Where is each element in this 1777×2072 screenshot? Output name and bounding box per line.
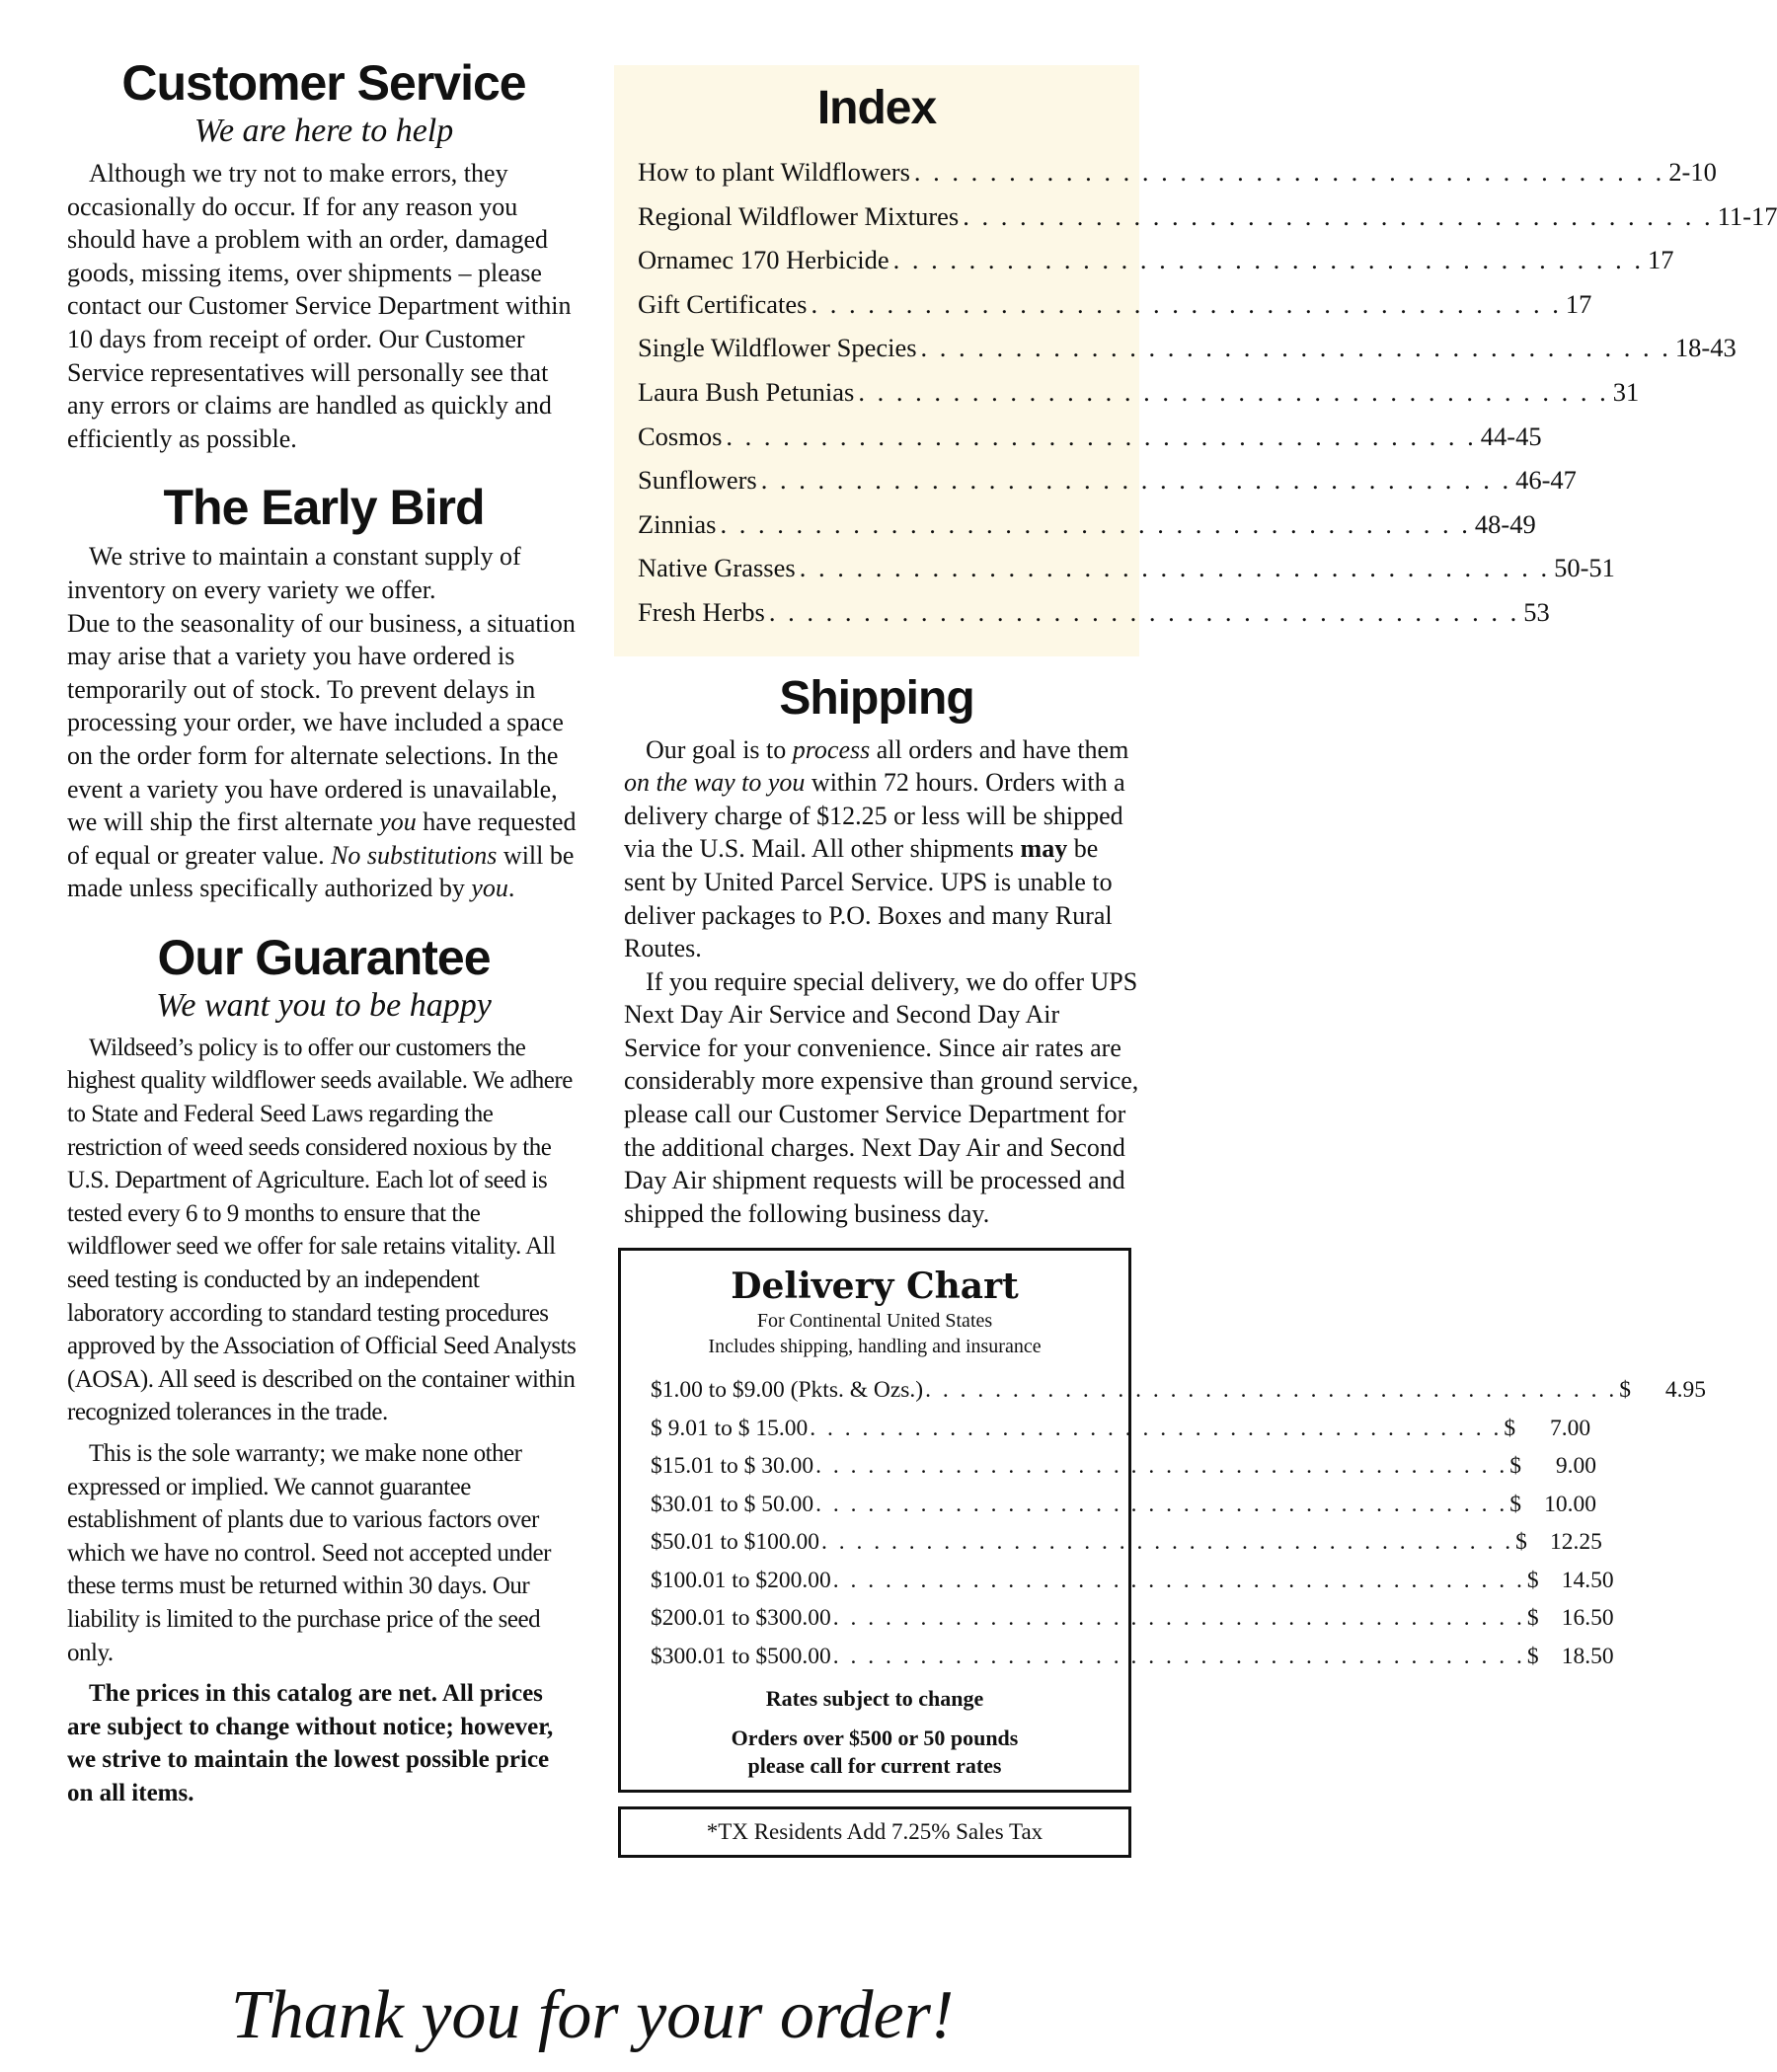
- index-box: [614, 65, 1777, 656]
- leader-dots: . . . . . . . . . . . . . . . . . . . . . . . . . . . . . . . . . . . . . . . .: [760, 465, 1512, 496]
- rate-range: $1.00 to $9.00 (Pkts. & Ozs.): [651, 1377, 924, 1404]
- index-entry: [638, 370, 1640, 415]
- customer-service-heading: Customer Service: [121, 55, 526, 111]
- customer-service-subtitle: We are here to help: [193, 113, 454, 149]
- leader-dots: . . . . . . . . . . . . . . . . . . . . . . . . . . . . . . . . . . . . . . . .: [821, 1529, 1514, 1556]
- index-entry-pages: 48-49: [1474, 508, 1536, 539]
- index-entry: [638, 150, 1717, 194]
- rates-note: Rates subject to change: [765, 1686, 984, 1712]
- index-entry-pages: 50-51: [1554, 553, 1615, 583]
- index-entry-pages: 18-43: [1674, 333, 1737, 363]
- index-entry: [638, 458, 1577, 502]
- early-bird-body: Due to the seasonality of our business, a situation may arise that a variety you have ordered is temporarily out of stock. To prevent delays in processing your order, we have included a space on the order form for alternate selections. In the event a variety you have ordered is unavailable, we will ship the first alternate you have requested of equal or greater value. No substitutions will be made unless specifically authorized by you.: [67, 608, 577, 903]
- rate-range: $15.01 to $ 30.00: [651, 1453, 814, 1480]
- rate-range: $30.01 to $ 50.00: [651, 1491, 814, 1517]
- leader-dots: . . . . . . . . . . . . . . . . . . . . . . . . . . . . . . . . . . . . . . . .: [811, 288, 1562, 319]
- currency-sign: $: [1526, 1643, 1539, 1669]
- rate-range: $200.01 to $300.00: [651, 1605, 831, 1632]
- leader-dots: . . . . . . . . . . . . . . . . . . . . . . . . . . . . . . . . . . . . . . . .: [815, 1453, 1508, 1480]
- rate-row: [651, 1410, 1591, 1448]
- rate-range: $ 9.01 to $ 15.00: [651, 1415, 809, 1441]
- guarantee-policy: Wildseed’s policy is to offer our customers the highest quality wildflower seeds available. We adhere to State and Federal Seed Laws regarding the restriction of weed seeds considered noxious by the U.S. Department of Agriculture. Each lot of seed is tested every 6 to 9 months to ensure that the wildflower seed we offer for sale retains vitality. All seed testing is conducted by an independent laboratory according to standard testing procedures approved by the Association of Official Seed Analysts (AOSA). All seed is described on the container within recognized tolerances in the trade.: [67, 1034, 577, 1426]
- currency-sign: $: [1526, 1605, 1539, 1632]
- index-entry-label: Zinnias: [638, 508, 717, 539]
- index-entry: [638, 546, 1615, 590]
- rate-amount: 18.50: [1561, 1643, 1614, 1669]
- early-bird-heading: The Early Bird: [163, 480, 485, 536]
- left-column: [67, 54, 580, 1810]
- rate-row: [651, 1523, 1602, 1562]
- shipping-heading: Shipping: [779, 671, 974, 725]
- guarantee-heading: Our Guarantee: [157, 929, 491, 985]
- customer-service-body: Although we try not to make errors, they occasionally do occur. If for any reason you should have a problem with an order, damaged goods, missing items, over shipments – please contact our Customer Service Department within 10 days from receipt of order. Our Customer Service representatives will personally see that any errors or claims are handled as quickly and efficiently as possible.: [67, 159, 572, 453]
- index-entry-pages: 17: [1565, 288, 1592, 319]
- guarantee-warranty: This is the sole warranty; we make none other expressed or implied. We cannot guarantee establishment of plants due to various factors over which we have no control. Seed not accepted under these terms must be returned within 30 days. Our liability is limited to the purchase price of the seed only.: [67, 1440, 551, 1666]
- rate-amount: 7.00: [1550, 1415, 1591, 1441]
- leader-dots: . . . . . . . . . . . . . . . . . . . . . . . . . . . . . . . . . . . . . . . .: [720, 508, 1471, 539]
- index-entry-pages: 44-45: [1480, 421, 1542, 451]
- leader-dots: . . . . . . . . . . . . . . . . . . . . . . . . . . . . . . . . . . . . . . . .: [726, 421, 1477, 451]
- index-entry-label: Regional Wildflower Mixtures: [638, 200, 960, 231]
- guarantee-prices-note: The prices in this catalog are net. All prices are subject to change without notice; however, we strive to maintain the lowest possible price on all items.: [67, 1680, 554, 1806]
- delivery-chart-subtitle: For Continental United States: [756, 1310, 993, 1333]
- index-entry-label: Single Wildflower Species: [638, 333, 917, 363]
- delivery-chart-title: Delivery Chart: [731, 1266, 1019, 1308]
- leader-dots: . . . . . . . . . . . . . . . . . . . . . . . . . . . . . . . . . . . . . . . .: [858, 376, 1609, 407]
- tax-note: *TX Residents Add 7.25% Sales Tax: [618, 1806, 1131, 1858]
- leader-dots: . . . . . . . . . . . . . . . . . . . . . . . . . . . . . . . . . . . . . . . .: [925, 1377, 1618, 1404]
- rate-range: $300.01 to $500.00: [651, 1643, 831, 1669]
- index-entry: [638, 282, 1592, 327]
- currency-sign: $: [1526, 1567, 1539, 1593]
- leader-dots: . . . . . . . . . . . . . . . . . . . . . . . . . . . . . . . . . . . . . . . .: [768, 596, 1520, 627]
- shipping-text: [614, 733, 1139, 1231]
- rate-row: [651, 1486, 1597, 1524]
- index-entry: [638, 415, 1542, 459]
- rate-amount: 10.00: [1544, 1491, 1597, 1517]
- index-entry-label: Ornamec 170 Herbicide: [638, 245, 889, 275]
- leader-dots: . . . . . . . . . . . . . . . . . . . . . . . . . . . . . . . . . . . . . . . .: [963, 200, 1714, 231]
- index-entry-pages: 11-17: [1717, 200, 1777, 231]
- rate-range: $50.01 to $100.00: [651, 1529, 820, 1556]
- index-entry-label: Cosmos: [638, 421, 723, 451]
- index-entry-pages: 17: [1647, 245, 1674, 275]
- index-entry-pages: 46-47: [1515, 465, 1577, 496]
- index-entry-pages: 2-10: [1668, 157, 1717, 187]
- guarantee-subtitle: We want you to be happy: [156, 986, 492, 1024]
- rate-amount: 4.95: [1664, 1377, 1706, 1404]
- early-bird-intro: We strive to maintain a constant supply of inventory on every variety we offer.: [67, 542, 521, 604]
- rate-row: [651, 1562, 1614, 1600]
- large-order-note: please call for current rates: [747, 1753, 1002, 1779]
- index-entry-label: Gift Certificates: [638, 288, 808, 319]
- currency-sign: $: [1509, 1491, 1522, 1517]
- index-list: [638, 150, 1777, 635]
- index-heading: Index: [816, 82, 937, 134]
- rate-row: [651, 1447, 1597, 1486]
- index-entry: [638, 590, 1550, 635]
- leader-dots: . . . . . . . . . . . . . . . . . . . . . . . . . . . . . . . . . . . . . . . .: [913, 157, 1665, 187]
- currency-sign: $: [1504, 1415, 1516, 1441]
- index-entry: [638, 326, 1737, 370]
- thank-you-message: Thank you for your order!: [230, 1977, 955, 2053]
- index-entry-pages: 53: [1523, 596, 1550, 627]
- leader-dots: . . . . . . . . . . . . . . . . . . . . . . . . . . . . . . . . . . . . . . . .: [920, 333, 1671, 363]
- index-entry-label: Native Grasses: [638, 553, 796, 583]
- currency-sign: $: [1619, 1377, 1631, 1404]
- delivery-chart: [618, 1248, 1706, 1793]
- currency-sign: $: [1515, 1529, 1527, 1556]
- index-entry-pages: 31: [1612, 376, 1640, 407]
- leader-dots: . . . . . . . . . . . . . . . . . . . . . . . . . . . . . . . . . . . . . . . .: [810, 1415, 1503, 1441]
- leader-dots: . . . . . . . . . . . . . . . . . . . . . . . . . . . . . . . . . . . . . . . .: [815, 1491, 1508, 1517]
- leader-dots: . . . . . . . . . . . . . . . . . . . . . . . . . . . . . . . . . . . . . . . .: [832, 1567, 1525, 1593]
- rate-list: [651, 1371, 1706, 1675]
- rate-range: $100.01 to $200.00: [651, 1567, 831, 1593]
- delivery-chart-subtitle: Includes shipping, handling and insurance: [708, 1336, 1042, 1358]
- index-entry: [638, 194, 1777, 239]
- index-entry-label: Sunflowers: [638, 465, 757, 496]
- shipping-policy: Our goal is to process all orders and have them on the way to you within 72 hours. Orders with a delivery charge of $12.25 or less will be shipped via the U.S. Mail. All other shipments may be sent by United Parcel Service. UPS is unable to deliver packages to P.O. Boxes and many Rural Routes.: [624, 734, 1129, 963]
- rate-row: [651, 1599, 1614, 1638]
- rate-row: [651, 1638, 1614, 1676]
- leader-dots: . . . . . . . . . . . . . . . . . . . . . . . . . . . . . . . . . . . . . . . .: [832, 1643, 1525, 1669]
- rate-amount: 9.00: [1555, 1453, 1597, 1480]
- currency-sign: $: [1509, 1453, 1522, 1480]
- leader-dots: . . . . . . . . . . . . . . . . . . . . . . . . . . . . . . . . . . . . . . . .: [892, 245, 1644, 275]
- index-entry: [638, 502, 1536, 547]
- leader-dots: . . . . . . . . . . . . . . . . . . . . . . . . . . . . . . . . . . . . . . . .: [832, 1605, 1525, 1632]
- rate-amount: 16.50: [1561, 1605, 1614, 1632]
- index-entry-label: How to plant Wildflowers: [638, 157, 910, 187]
- rate-row: [651, 1371, 1706, 1410]
- large-order-note: Orders over $500 or 50 pounds: [731, 1726, 1019, 1751]
- leader-dots: . . . . . . . . . . . . . . . . . . . . . . . . . . . . . . . . . . . . . . . .: [799, 553, 1551, 583]
- index-entry-label: Fresh Herbs: [638, 596, 765, 627]
- right-column: [614, 65, 1777, 1858]
- rate-amount: 12.25: [1550, 1529, 1602, 1556]
- rate-amount: 14.50: [1561, 1567, 1614, 1593]
- index-entry-label: Laura Bush Petunias: [638, 376, 855, 407]
- shipping-special-delivery: If you require special delivery, we do offer UPS Next Day Air Service and Second Day Air Service for your convenience. Since air rates are considerably more expensive than ground service, please call our Customer Service Department for the additional charges. Next Day Air and Second Day Air shipment requests will be processed and shipped the following business day.: [624, 966, 1139, 1228]
- index-entry: [638, 238, 1674, 282]
